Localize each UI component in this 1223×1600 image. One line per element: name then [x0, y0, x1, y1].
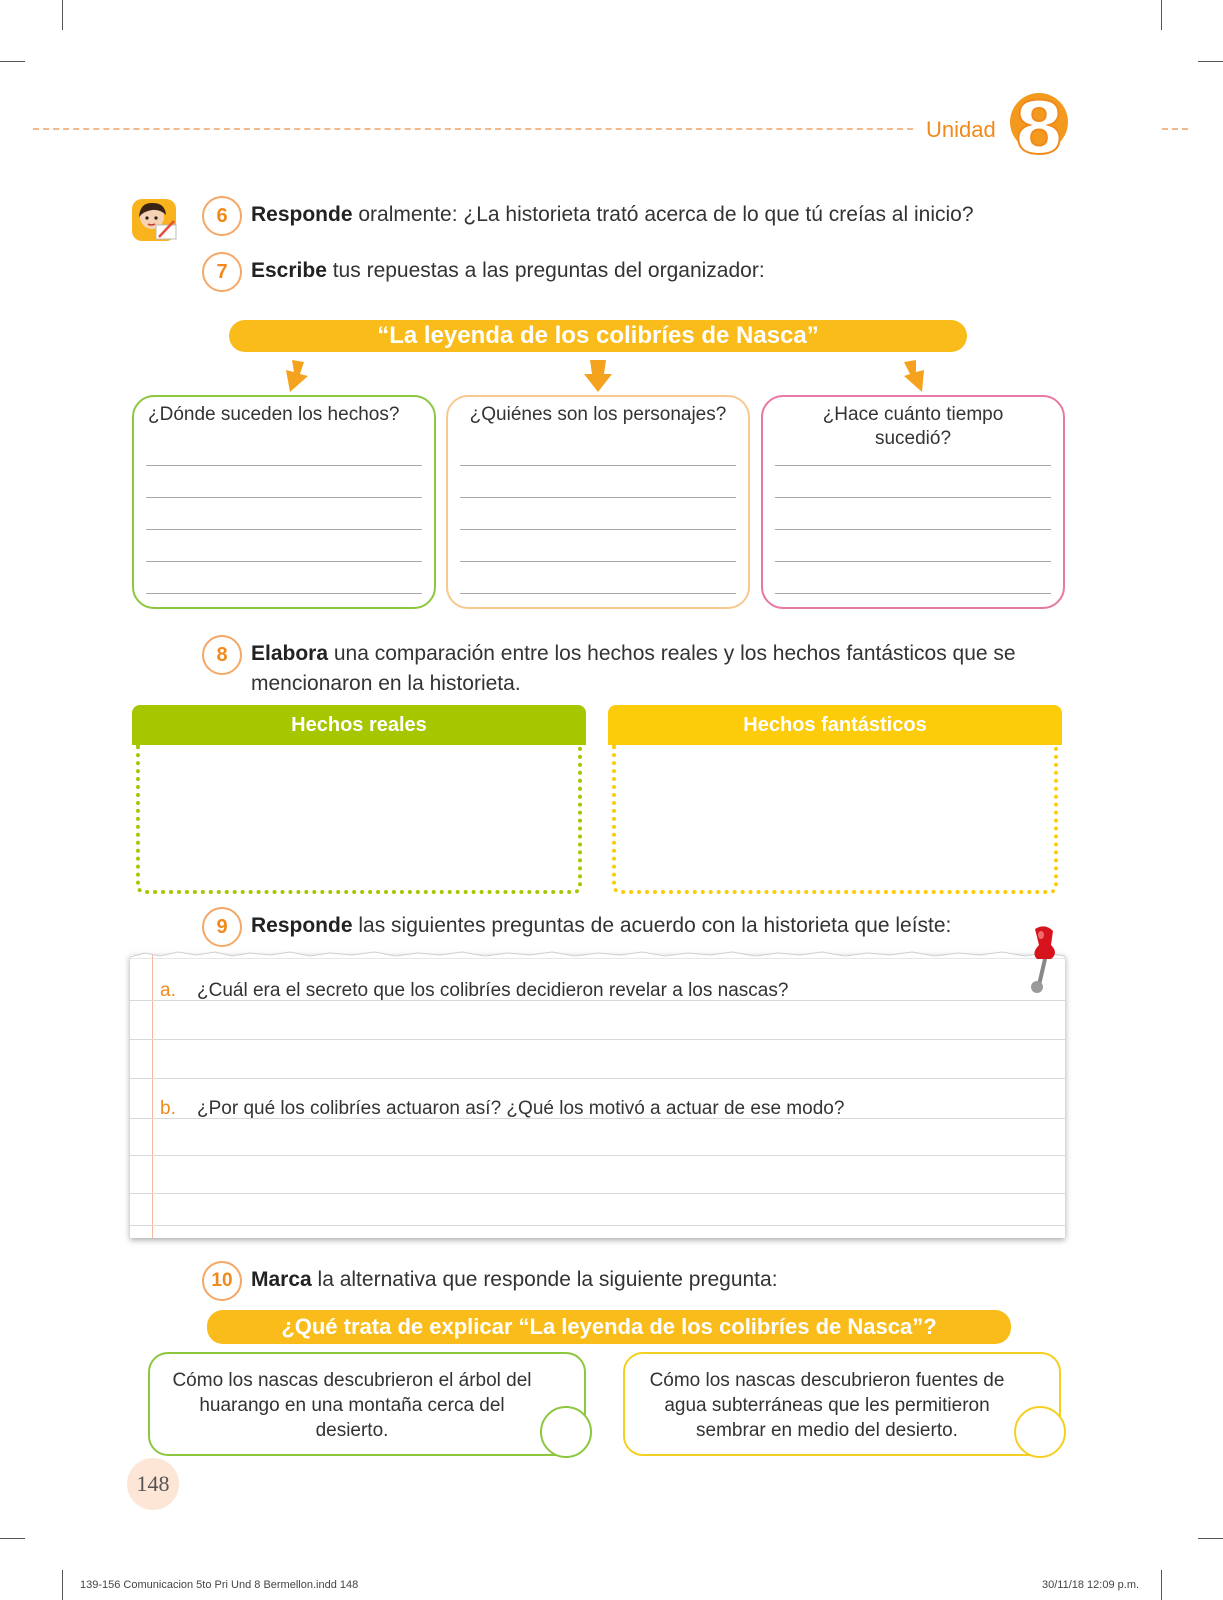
- fantastic-facts-area[interactable]: [612, 745, 1058, 894]
- answer-line: [146, 529, 422, 530]
- option-a[interactable]: [148, 1352, 586, 1456]
- answer-line[interactable]: [130, 1039, 1065, 1040]
- option-b-checkbox[interactable]: [1014, 1406, 1066, 1458]
- organizer-question: ¿Dónde suceden los hechos?: [148, 404, 400, 425]
- question-8-verb: Elabora: [251, 642, 329, 665]
- question-7-body: tus repuestas a las preguntas del organizador:: [326, 259, 765, 282]
- file-slug: 139-156 Comunicacion 5to Pri Und 8 Bermellon.indd 148: [80, 1579, 359, 1591]
- answer-line: [460, 593, 736, 594]
- student-writing-icon: [130, 195, 180, 245]
- question-9a-text: ¿Cuál era el secreto que los colibríes decidieron revelar a los nascas?: [197, 980, 789, 1001]
- question-8-text: [251, 639, 1071, 699]
- answer-line[interactable]: [130, 1118, 1065, 1119]
- question-number-6: 6: [202, 196, 242, 236]
- crop-mark: [1198, 1538, 1223, 1539]
- date-slug: 30/11/18 12:09 p.m.: [1042, 1579, 1140, 1591]
- question-number-9: 9: [202, 907, 242, 947]
- question-9b-text: ¿Por qué los colibríes actuaron así? ¿Qué los motivó a actuar de ese modo?: [197, 1098, 845, 1119]
- question-10-body: la alternativa que responde la siguiente pregunta:: [311, 1268, 778, 1291]
- question-9a-letter: a.: [160, 980, 176, 1001]
- option-b-text: Cómo los nascas descubrieron fuentes de agua subterráneas que les permitieron sembrar en medio del desierto.: [649, 1370, 1005, 1441]
- crop-mark: [0, 1538, 25, 1539]
- question-6-text: [251, 200, 974, 230]
- crop-mark: [62, 0, 63, 30]
- page-number: 148: [127, 1458, 179, 1510]
- down-arrow-icon: [580, 358, 616, 399]
- crop-mark: [1161, 1570, 1162, 1600]
- answer-line[interactable]: [130, 1155, 1065, 1156]
- answer-line: [775, 465, 1051, 466]
- question-10-banner: ¿Qué trata de explicar “La leyenda de los colibríes de Nasca”?: [207, 1310, 1011, 1344]
- question-9-verb: Responde: [251, 914, 353, 937]
- option-b[interactable]: [623, 1352, 1061, 1456]
- question-6-verb: Responde: [251, 203, 353, 226]
- answer-line[interactable]: [130, 1000, 1065, 1001]
- answer-line: [460, 465, 736, 466]
- answer-line[interactable]: [130, 1193, 1065, 1194]
- header-dash-line-right: [1162, 128, 1188, 130]
- organizer-box-when[interactable]: [761, 395, 1065, 609]
- unit-label: Unidad: [926, 117, 996, 142]
- answer-line: [460, 497, 736, 498]
- answer-line[interactable]: [130, 1078, 1065, 1079]
- organizer-question: ¿Quiénes son los personajes?: [469, 404, 727, 425]
- real-facts-header: Hechos reales: [132, 705, 586, 745]
- crop-mark: [62, 1570, 63, 1600]
- crop-mark: [1198, 61, 1223, 62]
- torn-edge: [130, 949, 1065, 959]
- answer-line: [460, 529, 736, 530]
- question-9-text: [251, 911, 951, 941]
- answer-line: [146, 497, 422, 498]
- crop-mark: [1161, 0, 1162, 30]
- organizer-question: ¿Hace cuánto tiempo sucedió?: [822, 404, 1004, 449]
- answer-line: [146, 465, 422, 466]
- question-10-text: [251, 1265, 778, 1295]
- down-arrow-icon: [278, 358, 314, 399]
- question-7-text: [251, 256, 765, 286]
- question-9-body: las siguientes preguntas de acuerdo con la historieta que leíste:: [352, 914, 952, 937]
- notebook-answer-sheet: [130, 955, 1065, 1238]
- push-pin-icon: [1025, 925, 1065, 1000]
- down-arrow-icon: [896, 358, 932, 399]
- header-dash-line: [33, 128, 913, 130]
- organizer-box-who[interactable]: [446, 395, 750, 609]
- question-number-10: 10: [202, 1261, 242, 1301]
- unit-number: 8: [1013, 86, 1065, 170]
- question-9b-letter: b.: [160, 1098, 176, 1119]
- question-number-8: 8: [202, 635, 242, 675]
- question-10-verb: Marca: [251, 1268, 312, 1291]
- answer-line: [460, 561, 736, 562]
- real-facts-area[interactable]: [136, 745, 582, 894]
- answer-line[interactable]: [130, 1225, 1065, 1226]
- fantastic-facts-header: Hechos fantásticos: [608, 705, 1062, 745]
- organizer-box-where[interactable]: [132, 395, 436, 609]
- answer-line: [146, 561, 422, 562]
- question-6-body: oralmente: ¿La historieta trató acerca de lo que tú creías al inicio?: [352, 203, 974, 226]
- answer-line: [775, 593, 1051, 594]
- option-a-text: Cómo los nascas descubrieron el árbol del huarango en una montaña cerca del desierto.: [172, 1370, 532, 1441]
- question-number-7: 7: [202, 252, 242, 292]
- answer-line: [775, 529, 1051, 530]
- answer-line: [146, 593, 422, 594]
- option-a-checkbox[interactable]: [540, 1406, 592, 1458]
- question-8-body: una comparación entre los hechos reales y los hechos fantásticos que se mencionaron en la historieta.: [251, 642, 1016, 695]
- organizer-title: “La leyenda de los colibríes de Nasca”: [229, 320, 967, 352]
- answer-line: [775, 497, 1051, 498]
- notebook-margin-line: [152, 955, 153, 1238]
- answer-line: [775, 561, 1051, 562]
- crop-mark: [0, 61, 25, 62]
- question-7-verb: Escribe: [251, 259, 327, 282]
